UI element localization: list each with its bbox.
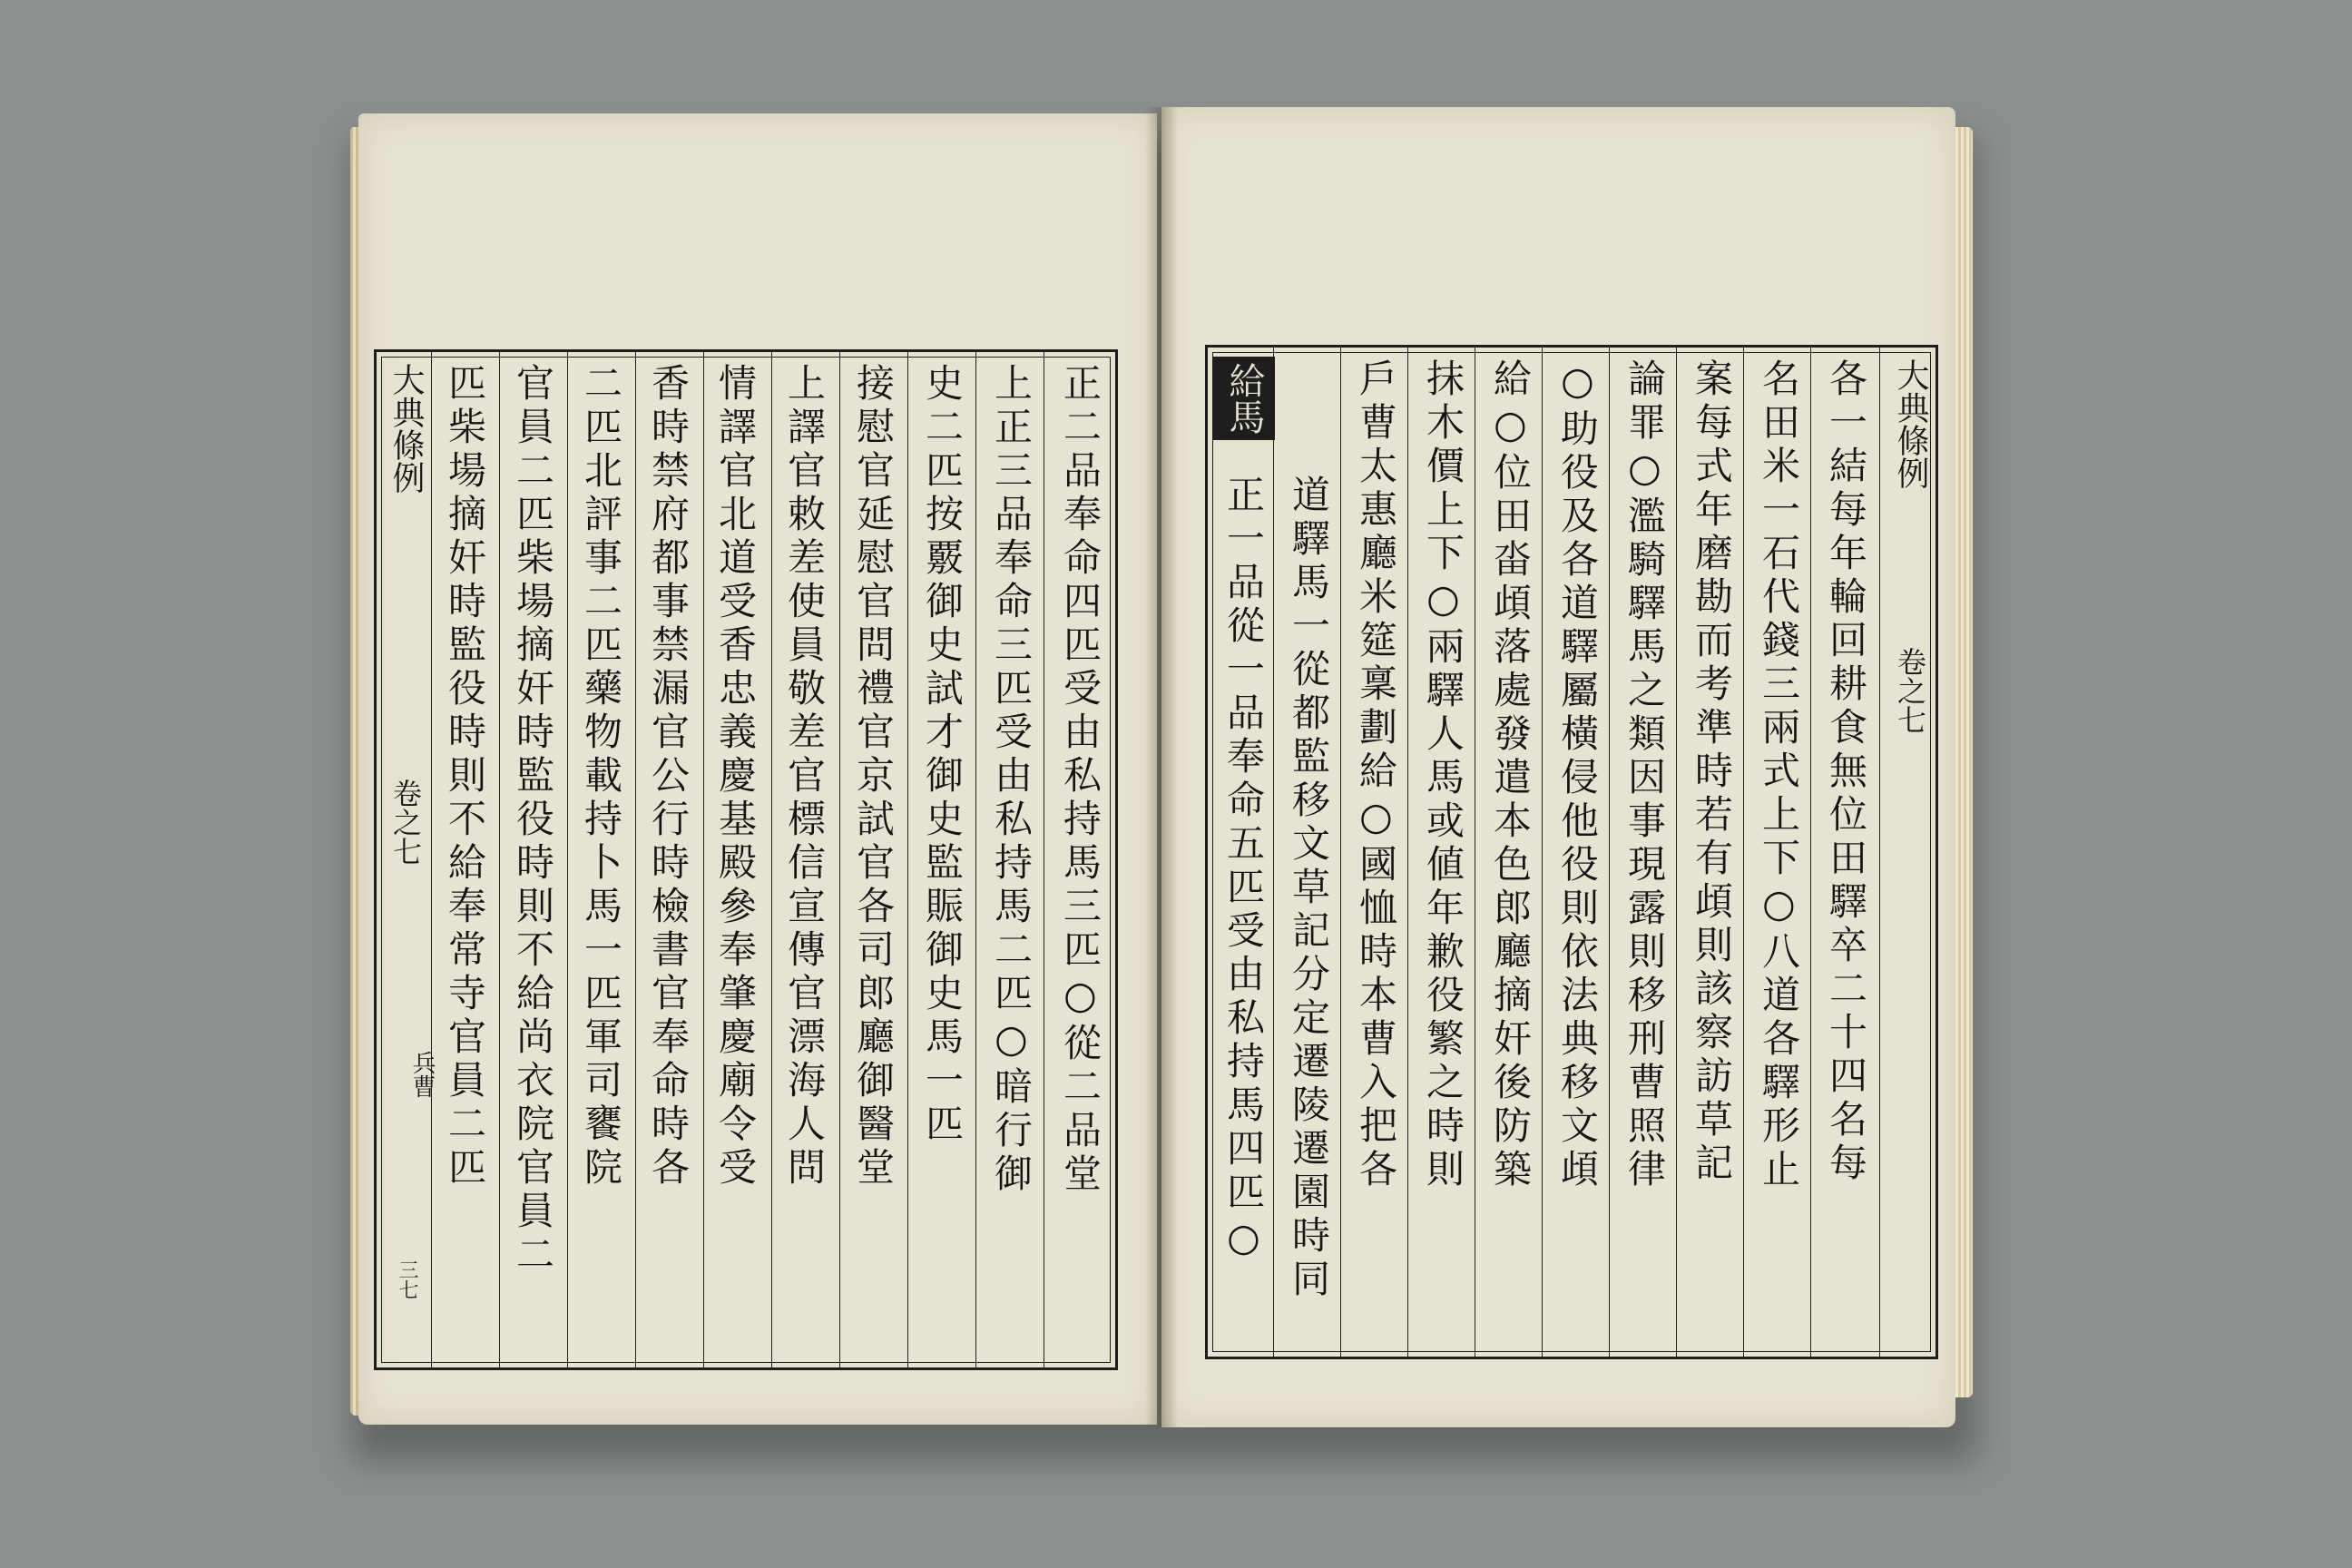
column-rule bbox=[1743, 348, 1744, 1357]
column-rule bbox=[1542, 348, 1543, 1357]
left-text-frame bbox=[374, 349, 1118, 1370]
text-column-2: 上正三品奉命三匹受由私持馬二匹○暗行御 bbox=[989, 363, 1034, 1197]
column-rule bbox=[839, 352, 840, 1367]
right-banner-rule bbox=[1879, 348, 1880, 1357]
text-column-5: 上譯官敕差使員敬差官標信宣傳官漂海人問 bbox=[782, 363, 827, 1191]
column-rule bbox=[1340, 348, 1341, 1357]
text-column-4: 論罪○濫騎驛馬之類因事現露則移刑曹照律 bbox=[1622, 358, 1667, 1192]
column-rule bbox=[975, 352, 976, 1367]
right-banner-volume: 卷之七 bbox=[1893, 647, 1927, 734]
right-text-frame bbox=[1205, 345, 1938, 1359]
text-column-2: 名田米一石代錢三兩式上下○八道各驛形止 bbox=[1757, 358, 1801, 1192]
left-page-number: 三七 bbox=[396, 1259, 418, 1299]
book-gutter bbox=[1145, 107, 1178, 1427]
text-column-1: 各一結每年輪回耕食無位田驛卒二十四名每 bbox=[1824, 358, 1868, 1186]
text-column-7: 香時禁府都事禁漏官公行時檢書官奉命時各 bbox=[646, 363, 691, 1191]
text-column-10: 正一品從一品奉命五匹受由私持馬四匹○ bbox=[1221, 475, 1266, 1265]
right-banner-title: 大典條例 bbox=[1892, 358, 1929, 489]
column-rule bbox=[499, 352, 500, 1367]
text-column-5: ○助役及各道驛屬橫侵他役則依法典移文頉 bbox=[1555, 358, 1600, 1192]
text-column-8: 戶曹太惠廳米筵稟劃給○國恤時本曹入把各 bbox=[1354, 358, 1398, 1192]
text-column-4: 接慰官延慰官問禮官京試官各司郎廳御醫堂 bbox=[851, 363, 896, 1191]
text-column-3: 史二匹按覈御史試才御史監賑御史馬一匹 bbox=[920, 363, 965, 1147]
text-column-3: 案每式年磨勘而考準時若有頉則該察訪草記 bbox=[1690, 358, 1734, 1186]
left-banner-title: 大典條例 bbox=[387, 363, 425, 494]
left-banner-section: 兵曹 bbox=[408, 1051, 436, 1098]
column-rule bbox=[1609, 348, 1610, 1357]
left-banner-volume: 卷之七 bbox=[388, 779, 423, 866]
text-column-8: 二匹北評事二匹藥物載持卜馬一匹軍司饔院 bbox=[579, 363, 623, 1191]
column-rule bbox=[567, 352, 568, 1367]
text-column-9: 官員二匹柴場摘奸時監役時則不給尚衣院官員二 bbox=[511, 363, 555, 1278]
text-column-9: 道驛馬一從都監移文草記分定遷陵遷園時同 bbox=[1287, 475, 1331, 1302]
text-column-6: 情譯官北道受香忠義慶基殿參奉肇慶廟令受 bbox=[713, 363, 758, 1191]
text-column-1: 正二品奉命四匹受由私持馬三匹○從二品堂 bbox=[1058, 363, 1102, 1197]
text-column-10: 匹柴場摘奸時監役時則不給奉常寺官員二匹 bbox=[443, 363, 487, 1191]
section-heading: 給馬 bbox=[1213, 357, 1275, 440]
text-column-6: 給○位田畓頉落處發遣本色郎廳摘奸後防築 bbox=[1488, 358, 1533, 1192]
column-rule bbox=[1676, 348, 1677, 1357]
column-rule bbox=[907, 352, 908, 1367]
text-column-7: 抹木價上下○兩驛人馬或値年歉役繁之時則 bbox=[1421, 358, 1465, 1192]
column-rule bbox=[1810, 348, 1811, 1357]
column-rule bbox=[1407, 348, 1408, 1357]
